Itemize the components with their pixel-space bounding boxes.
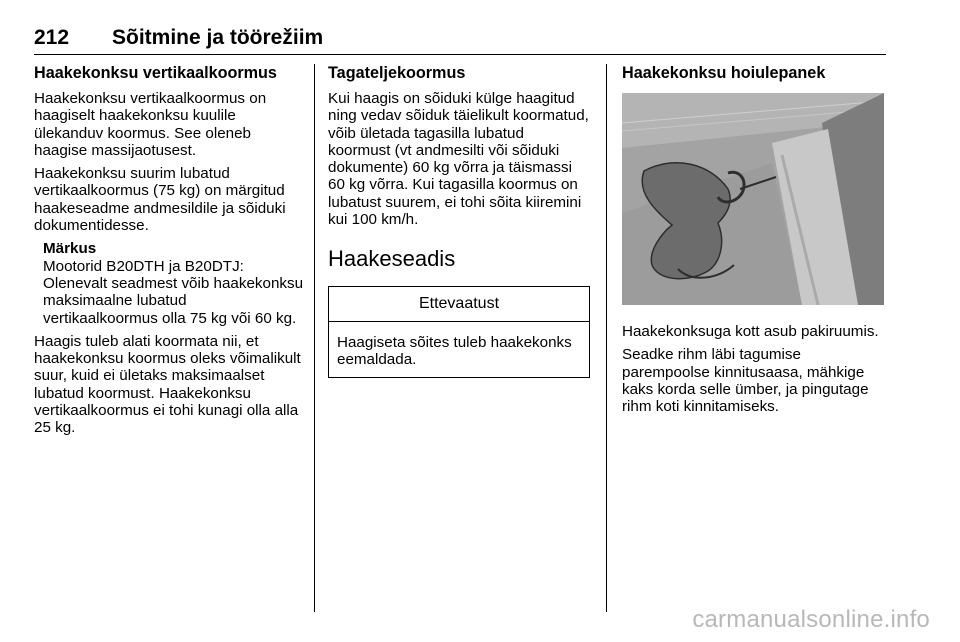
section-heading: Tagateljekoormus: [328, 64, 466, 82]
caution-box: [328, 286, 590, 378]
column-left: [34, 64, 304, 443]
column-divider: [606, 64, 607, 612]
column-divider: [314, 64, 315, 612]
paragraph: Haakekonksu suurim lubatud vertikaalkoormus (75 kg) on märgitud haakeseadme andmesildile ja sõiduki dokumentidesse.: [34, 165, 286, 235]
paragraph: Kui haagis on sõiduki külge haagitud ning vedav sõiduk täielikult koormatud, võib ületada tagasilla lubatud koormust (vt andmesilti või sõiduki dokumente) 60 kg võrra ja täismassi 60 kg võrra. Kui tagasilla koormus on lubatust suurem, ei tohi sõita kiiremini kui 100 km/h.: [328, 90, 589, 229]
column-right: [622, 64, 886, 421]
section-heading: Haakekonksu vertikaalkoormus: [34, 64, 277, 82]
illustration-svg: [622, 93, 884, 305]
page-number: 212: [34, 26, 70, 49]
watermark: carmanualsonline.info: [692, 606, 930, 633]
paragraph: Haakekonksuga kott asub pakiruumis.: [622, 323, 879, 340]
section-heading: Haakekonksu hoiulepanek: [622, 64, 826, 82]
note-text: Mootorid B20DTH ja B20DTJ: Olenevalt seadmest võib haakekonksu maksimaalne lubatud vertikaalkoormus olla 75 kg või 60 kg.: [43, 257, 304, 327]
note-title: Märkus: [43, 240, 97, 258]
page-header: [34, 26, 886, 55]
section-title: Haakeseadis: [328, 246, 456, 272]
caution-title: Ettevaatust: [329, 287, 589, 321]
note-block: [43, 240, 304, 326]
running-title: Sõitmine ja töörežiim: [112, 26, 324, 49]
paragraph: Haagis tuleb alati koormata nii, et haakekonksu koormus oleks võimalikult suur, kuid ei ületaks maksimaalset lubatud koormust. Haakekonksu vertikaalkoormus ei tohi kunagi olla alla 25 kg.: [34, 332, 301, 437]
paragraph: Seadke rihm läbi tagumise parempoolse kinnitusaasa, mähkige kaks korda selle ümber, ja pingutage rihm koti kinnitamiseks.: [622, 346, 869, 416]
paragraph: Haakekonksu vertikaalkoormus on haagiselt haakekonksu kuulile ülekanduv koormus. See oleneb haagise massijaotusest.: [34, 90, 267, 159]
caution-text: Haagiseta sõites tuleb haakekonks eemaldada.: [337, 333, 572, 368]
column-middle: [328, 64, 590, 378]
towbar-bag-illustration: [622, 93, 884, 305]
